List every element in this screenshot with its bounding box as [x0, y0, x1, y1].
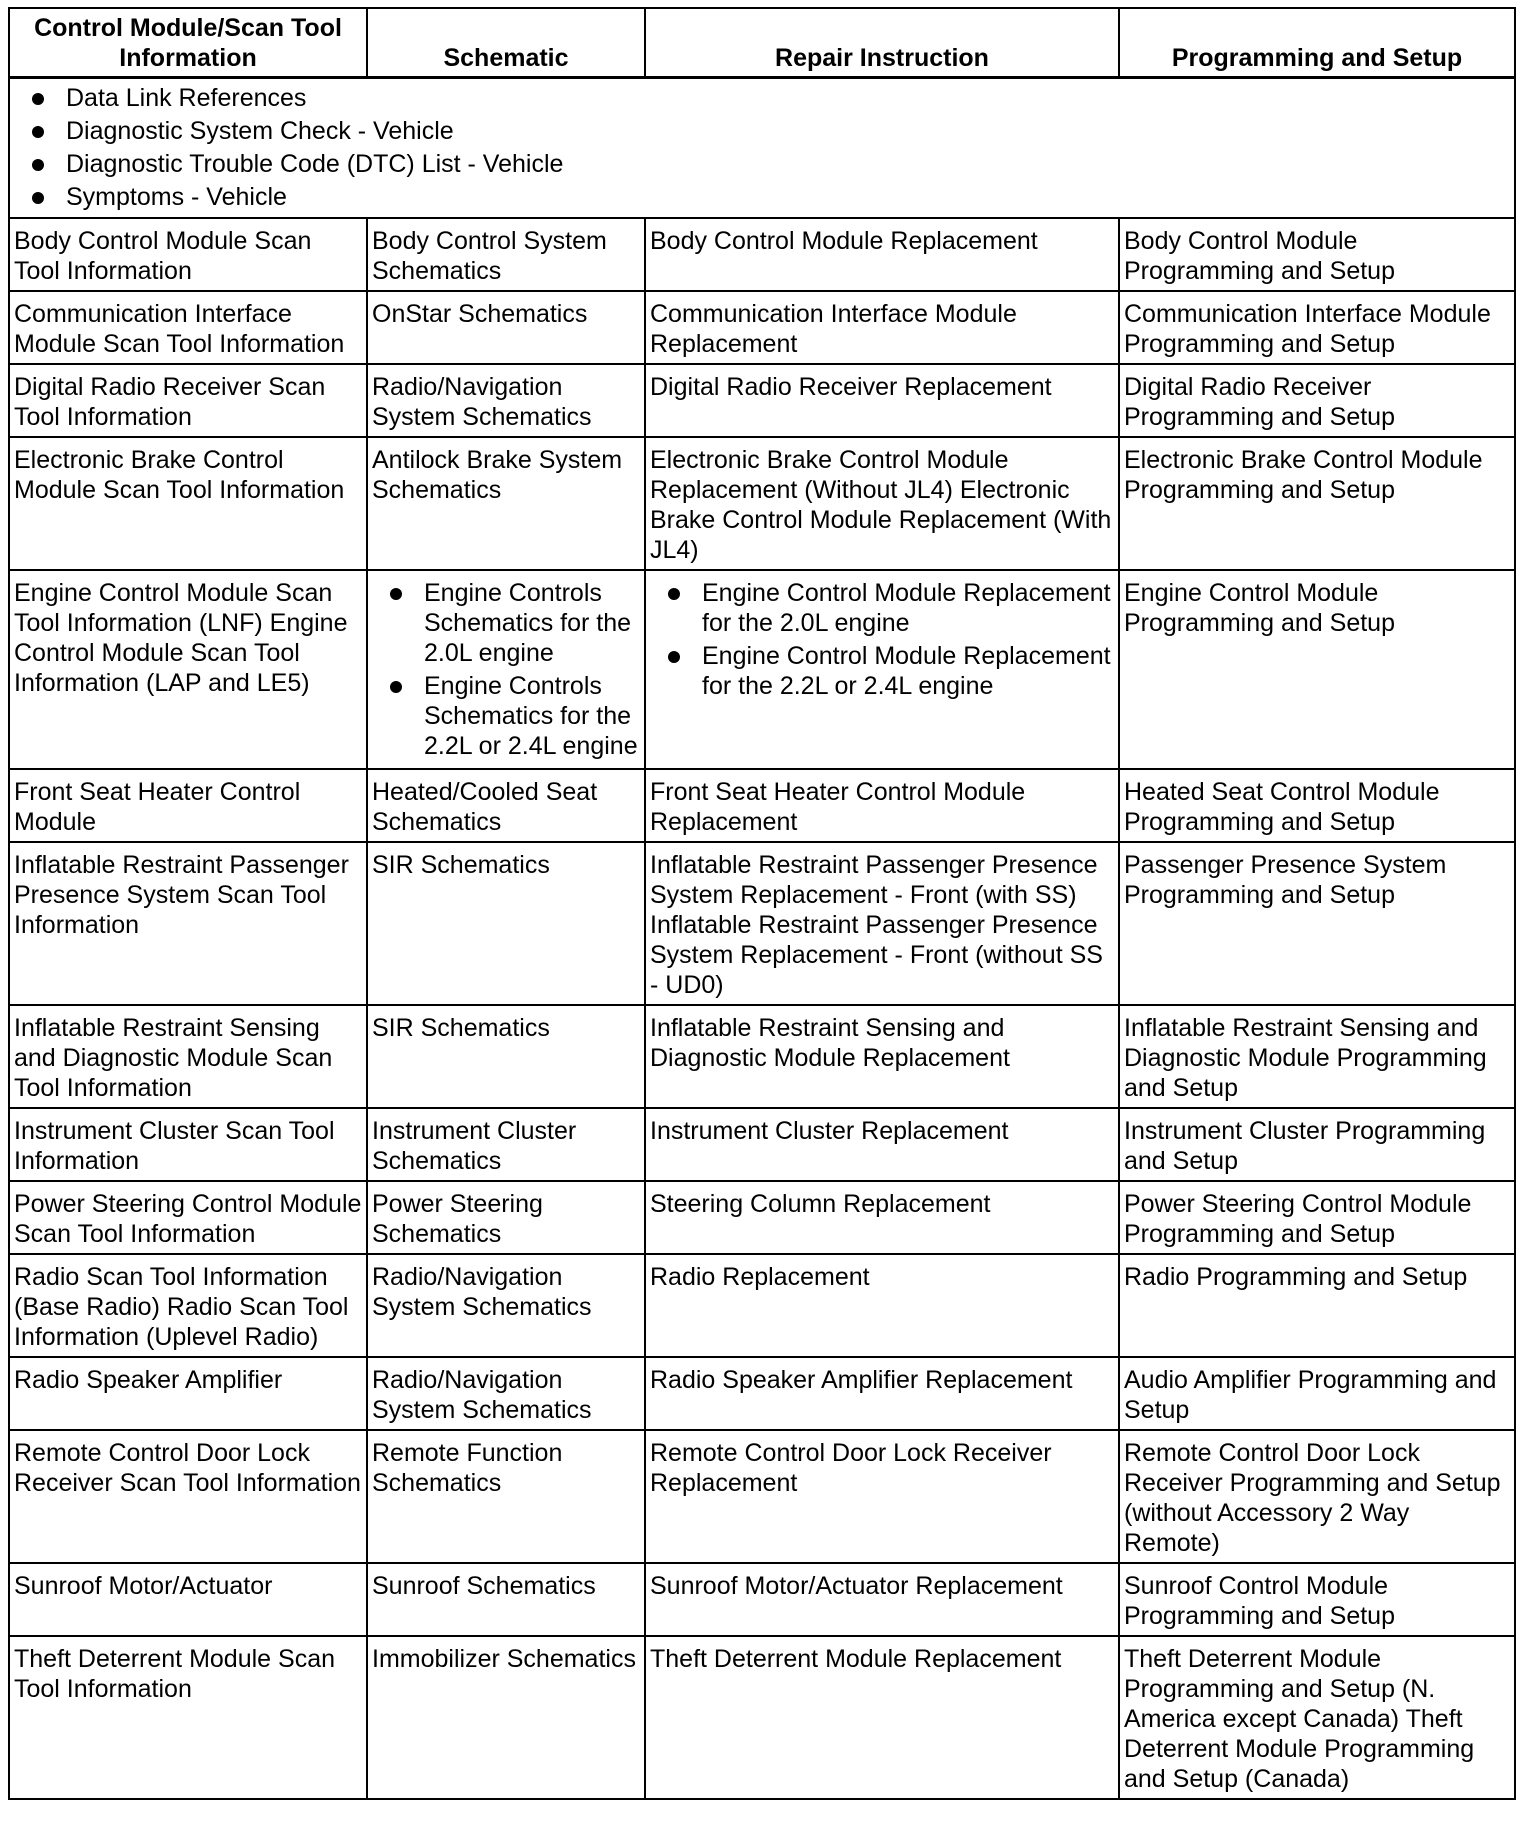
cell-module[interactable]: Radio Scan Tool Information (Base Radio) Radio Scan Tool Information (Uplevel Radio): [9, 1254, 367, 1357]
cell-module[interactable]: Front Seat Heater Control Module: [9, 769, 367, 842]
header-module: Control Module/Scan Tool Information: [9, 8, 367, 78]
cell-programming[interactable]: Heated Seat Control Module Programming and Setup: [1119, 769, 1515, 842]
table-row: [9, 1430, 1515, 1563]
cell-repair[interactable]: Digital Radio Receiver Replacement: [645, 364, 1119, 437]
schematic-link-item[interactable]: Engine Controls Schematics for the 2.0L engine: [372, 578, 640, 668]
cell-repair[interactable]: Front Seat Heater Control Module Replacement: [645, 769, 1119, 842]
cell-repair[interactable]: Sunroof Motor/Actuator Replacement: [645, 1563, 1119, 1636]
intro-list: [14, 83, 1510, 212]
table-row: [9, 842, 1515, 1005]
table-row: [9, 570, 1515, 769]
cell-module[interactable]: Body Control Module Scan Tool Information: [9, 218, 367, 291]
cell-repair[interactable]: Inflatable Restraint Sensing and Diagnostic Module Replacement: [645, 1005, 1119, 1108]
cell-repair[interactable]: Theft Deterrent Module Replacement: [645, 1636, 1119, 1799]
cell-programming[interactable]: Radio Programming and Setup: [1119, 1254, 1515, 1357]
header-repair: Repair Instruction: [645, 8, 1119, 78]
table-row: [9, 1636, 1515, 1799]
schematic-list: [372, 578, 640, 761]
cell-module[interactable]: Sunroof Motor/Actuator: [9, 1563, 367, 1636]
cell-module[interactable]: Engine Control Module Scan Tool Information (LNF) Engine Control Module Scan Tool Information (LAP and LE5): [9, 570, 367, 769]
cell-programming[interactable]: Audio Amplifier Programming and Setup: [1119, 1357, 1515, 1430]
cell-schematic[interactable]: Power Steering Schematics: [367, 1181, 645, 1254]
cell-programming[interactable]: Body Control Module Programming and Setup: [1119, 218, 1515, 291]
intro-link-item[interactable]: Diagnostic System Check - Vehicle: [14, 116, 1510, 146]
table-row: [9, 1254, 1515, 1357]
cell-programming[interactable]: Instrument Cluster Programming and Setup: [1119, 1108, 1515, 1181]
cell-programming[interactable]: Inflatable Restraint Sensing and Diagnostic Module Programming and Setup: [1119, 1005, 1515, 1108]
cell-schematic[interactable]: Antilock Brake System Schematics: [367, 437, 645, 570]
cell-schematic: [367, 570, 645, 769]
intro-link-item[interactable]: Diagnostic Trouble Code (DTC) List - Vehicle: [14, 149, 1510, 179]
cell-repair[interactable]: Body Control Module Replacement: [645, 218, 1119, 291]
cell-schematic[interactable]: SIR Schematics: [367, 1005, 645, 1108]
cell-repair: [645, 570, 1119, 769]
cell-module[interactable]: Electronic Brake Control Module Scan Tool Information: [9, 437, 367, 570]
cell-repair[interactable]: Radio Speaker Amplifier Replacement: [645, 1357, 1119, 1430]
cell-module[interactable]: Radio Speaker Amplifier: [9, 1357, 367, 1430]
table-row: [9, 291, 1515, 364]
cell-module[interactable]: Power Steering Control Module Scan Tool Information: [9, 1181, 367, 1254]
cell-programming[interactable]: Digital Radio Receiver Programming and Setup: [1119, 364, 1515, 437]
cell-schematic[interactable]: Remote Function Schematics: [367, 1430, 645, 1563]
cell-schematic[interactable]: Body Control System Schematics: [367, 218, 645, 291]
cell-module[interactable]: Communication Interface Module Scan Tool Information: [9, 291, 367, 364]
cell-module[interactable]: Instrument Cluster Scan Tool Information: [9, 1108, 367, 1181]
intro-link-item[interactable]: Symptoms - Vehicle: [14, 182, 1510, 212]
cell-module[interactable]: Inflatable Restraint Sensing and Diagnostic Module Scan Tool Information: [9, 1005, 367, 1108]
table-row: [9, 1108, 1515, 1181]
cell-schematic[interactable]: Instrument Cluster Schematics: [367, 1108, 645, 1181]
cell-module[interactable]: Remote Control Door Lock Receiver Scan Tool Information: [9, 1430, 367, 1563]
cell-schematic[interactable]: Radio/Navigation System Schematics: [367, 1357, 645, 1430]
cell-module[interactable]: Theft Deterrent Module Scan Tool Information: [9, 1636, 367, 1799]
schematic-link-item[interactable]: Engine Controls Schematics for the 2.2L or 2.4L engine: [372, 671, 640, 761]
cell-module[interactable]: Digital Radio Receiver Scan Tool Information: [9, 364, 367, 437]
cell-repair[interactable]: Remote Control Door Lock Receiver Replacement: [645, 1430, 1119, 1563]
repair-list: [650, 578, 1114, 701]
cell-repair[interactable]: Communication Interface Module Replacement: [645, 291, 1119, 364]
cell-repair[interactable]: Radio Replacement: [645, 1254, 1119, 1357]
table-header-row: [9, 8, 1515, 78]
cell-schematic[interactable]: Sunroof Schematics: [367, 1563, 645, 1636]
table-row: [9, 218, 1515, 291]
cell-repair[interactable]: Steering Column Replacement: [645, 1181, 1119, 1254]
table-body: [9, 78, 1515, 1800]
table-row: [9, 1005, 1515, 1108]
cell-schematic[interactable]: Immobilizer Schematics: [367, 1636, 645, 1799]
intro-cell: [9, 78, 1515, 219]
cell-repair[interactable]: Instrument Cluster Replacement: [645, 1108, 1119, 1181]
cell-module[interactable]: Inflatable Restraint Passenger Presence System Scan Tool Information: [9, 842, 367, 1005]
cell-programming[interactable]: Remote Control Door Lock Receiver Programming and Setup (without Accessory 2 Way Remote): [1119, 1430, 1515, 1563]
table-row: [9, 1357, 1515, 1430]
repair-link-item[interactable]: Engine Control Module Replacement for the 2.0L engine: [650, 578, 1114, 638]
table-row: [9, 769, 1515, 842]
table-row: [9, 437, 1515, 570]
cell-programming[interactable]: Communication Interface Module Programming and Setup: [1119, 291, 1515, 364]
cell-programming[interactable]: Power Steering Control Module Programming and Setup: [1119, 1181, 1515, 1254]
cell-schematic[interactable]: OnStar Schematics: [367, 291, 645, 364]
repair-link-item[interactable]: Engine Control Module Replacement for the 2.2L or 2.4L engine: [650, 641, 1114, 701]
cell-repair[interactable]: Electronic Brake Control Module Replacement (Without JL4) Electronic Brake Control Module Replacement (With JL4): [645, 437, 1119, 570]
table-row: [9, 1563, 1515, 1636]
intro-row: [9, 78, 1515, 219]
cell-schematic[interactable]: Radio/Navigation System Schematics: [367, 1254, 645, 1357]
cell-schematic[interactable]: SIR Schematics: [367, 842, 645, 1005]
cell-programming[interactable]: Theft Deterrent Module Programming and Setup (N. America except Canada) Theft Deterrent Module Programming and Setup (Canada): [1119, 1636, 1515, 1799]
module-reference-table: [8, 7, 1516, 1800]
cell-programming[interactable]: Engine Control Module Programming and Setup: [1119, 570, 1515, 769]
header-schematic: Schematic: [367, 8, 645, 78]
header-programming: Programming and Setup: [1119, 8, 1515, 78]
cell-programming[interactable]: Electronic Brake Control Module Programming and Setup: [1119, 437, 1515, 570]
cell-programming[interactable]: Sunroof Control Module Programming and Setup: [1119, 1563, 1515, 1636]
cell-repair[interactable]: Inflatable Restraint Passenger Presence System Replacement - Front (with SS) Inflatable Restraint Passenger Presence System Replacement - Front (without SS - UD0): [645, 842, 1119, 1005]
intro-link-item[interactable]: Data Link References: [14, 83, 1510, 113]
cell-schematic[interactable]: Heated/Cooled Seat Schematics: [367, 769, 645, 842]
cell-schematic[interactable]: Radio/Navigation System Schematics: [367, 364, 645, 437]
table-row: [9, 1181, 1515, 1254]
cell-programming[interactable]: Passenger Presence System Programming and Setup: [1119, 842, 1515, 1005]
table-row: [9, 364, 1515, 437]
